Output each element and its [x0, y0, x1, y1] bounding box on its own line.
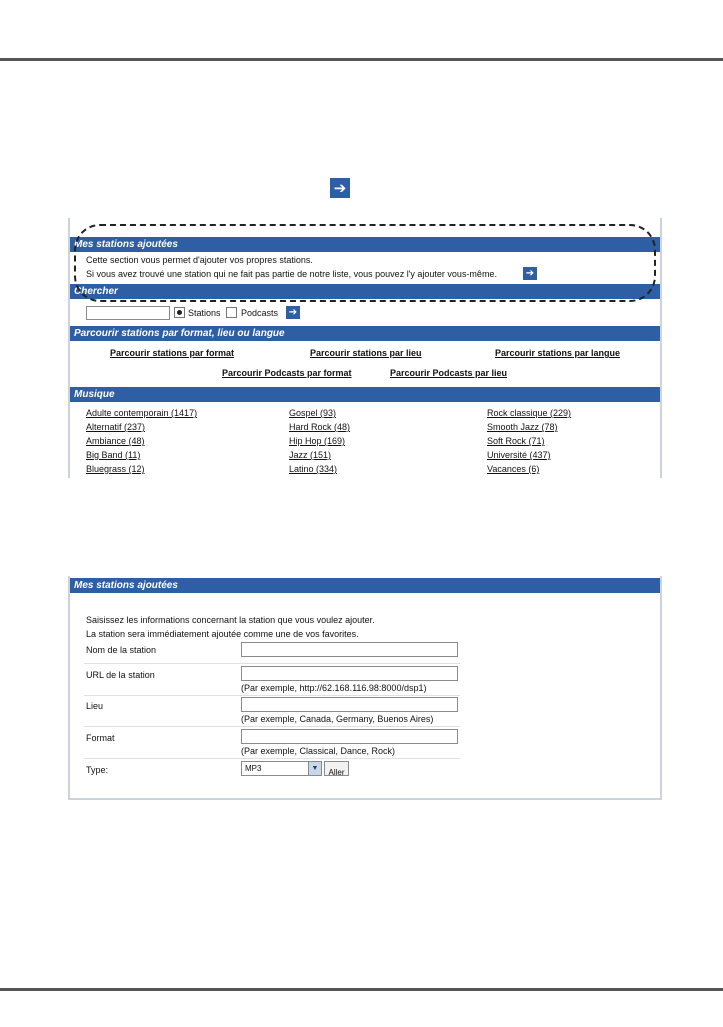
genre-link[interactable]: Hip Hop (169): [289, 436, 346, 446]
browse-stations-langue-link[interactable]: Parcourir stations par langue: [495, 348, 621, 358]
mes-stations-header: Mes stations ajoutées: [70, 237, 660, 252]
format-hint: (Par exemple, Classical, Dance, Rock): [241, 746, 396, 756]
genre-link[interactable]: Alternatif (237): [86, 422, 146, 432]
mes-stations-desc-2: Si vous avez trouvé une station qui ne fait pas partie de notre liste, vous pouvez l'y ajouter vous-même.: [86, 269, 497, 279]
mes-stations-desc-1: Cette section vous permet d'ajouter vos propres stations.: [86, 255, 313, 265]
field-separator: [84, 758, 460, 759]
genre-link[interactable]: Vacances (6): [487, 464, 540, 474]
field-separator: [84, 726, 460, 727]
location-input[interactable]: [241, 697, 458, 712]
format-label: Format: [86, 733, 115, 743]
search-input[interactable]: [86, 306, 170, 320]
genre-link[interactable]: Ambiance (48): [86, 436, 145, 446]
stations-radio-label: Stations: [188, 308, 221, 318]
genre-link[interactable]: Gospel (93): [289, 408, 337, 418]
parcourir-header: Parcourir stations par format, lieu ou langue: [70, 326, 660, 341]
search-go-button[interactable]: ➔: [286, 306, 300, 319]
screenshot-stations-list: [68, 218, 662, 478]
podcasts-radio-label: Podcasts: [241, 308, 279, 318]
stations-radio[interactable]: [174, 307, 185, 318]
highlight-outline: [74, 224, 656, 302]
chevron-down-icon: ▼: [308, 762, 321, 775]
genre-link[interactable]: Smooth Jazz (78): [487, 422, 558, 432]
type-label: Type:: [86, 765, 109, 775]
browse-stations-format-link[interactable]: Parcourir stations par format: [110, 348, 235, 358]
genre-link[interactable]: Jazz (151): [289, 450, 332, 460]
genre-link[interactable]: Latino (334): [289, 464, 338, 474]
field-separator: [84, 695, 460, 696]
add-station-header: Mes stations ajoutées: [70, 578, 660, 593]
genre-link[interactable]: Soft Rock (71): [487, 436, 545, 446]
browse-stations-lieu-link[interactable]: Parcourir stations par lieu: [310, 348, 422, 358]
screenshot-add-station-form: [68, 576, 662, 800]
podcasts-radio[interactable]: [226, 307, 237, 318]
type-select-value: MP3: [245, 764, 262, 773]
station-url-hint: (Par exemple, http://62.168.116.98:8000/dsp1): [241, 683, 427, 693]
station-url-label: URL de la station: [86, 670, 155, 680]
add-station-arrow-button[interactable]: ➔: [523, 267, 537, 280]
genre-link[interactable]: Université (437): [487, 450, 551, 460]
format-input[interactable]: [241, 729, 458, 744]
browse-podcasts-lieu-link[interactable]: Parcourir Podcasts par lieu: [390, 368, 508, 378]
chercher-header: Chercher: [70, 284, 660, 299]
station-name-input[interactable]: [241, 642, 458, 657]
go-button[interactable]: [324, 761, 349, 776]
genre-link[interactable]: Big Band (11): [86, 450, 141, 460]
field-separator: [84, 663, 460, 664]
genre-link[interactable]: Adulte contemporain (1417): [86, 408, 198, 418]
location-label: Lieu: [86, 701, 104, 711]
station-name-label: Nom de la station: [86, 645, 157, 655]
genre-link[interactable]: Bluegrass (12): [86, 464, 145, 474]
arrow-right-icon: ➔: [330, 178, 350, 198]
form-intro-2: La station sera immédiatement ajoutée comme une de vos favorites.: [86, 629, 359, 639]
musique-header: Musique: [70, 387, 660, 402]
bottom-rule: [0, 988, 723, 991]
form-intro-1: Saisissez les informations concernant la station que vous voulez ajouter.: [86, 615, 375, 625]
top-rule: [0, 58, 723, 61]
location-hint: (Par exemple, Canada, Germany, Buenos Aires): [241, 714, 434, 724]
browse-podcasts-format-link[interactable]: Parcourir Podcasts par format: [222, 368, 352, 378]
go-button-label: Aller: [328, 768, 345, 777]
genre-link[interactable]: Hard Rock (48): [289, 422, 351, 432]
type-select[interactable]: [241, 761, 322, 776]
genre-link[interactable]: Rock classique (229): [487, 408, 572, 418]
station-url-input[interactable]: [241, 666, 458, 681]
